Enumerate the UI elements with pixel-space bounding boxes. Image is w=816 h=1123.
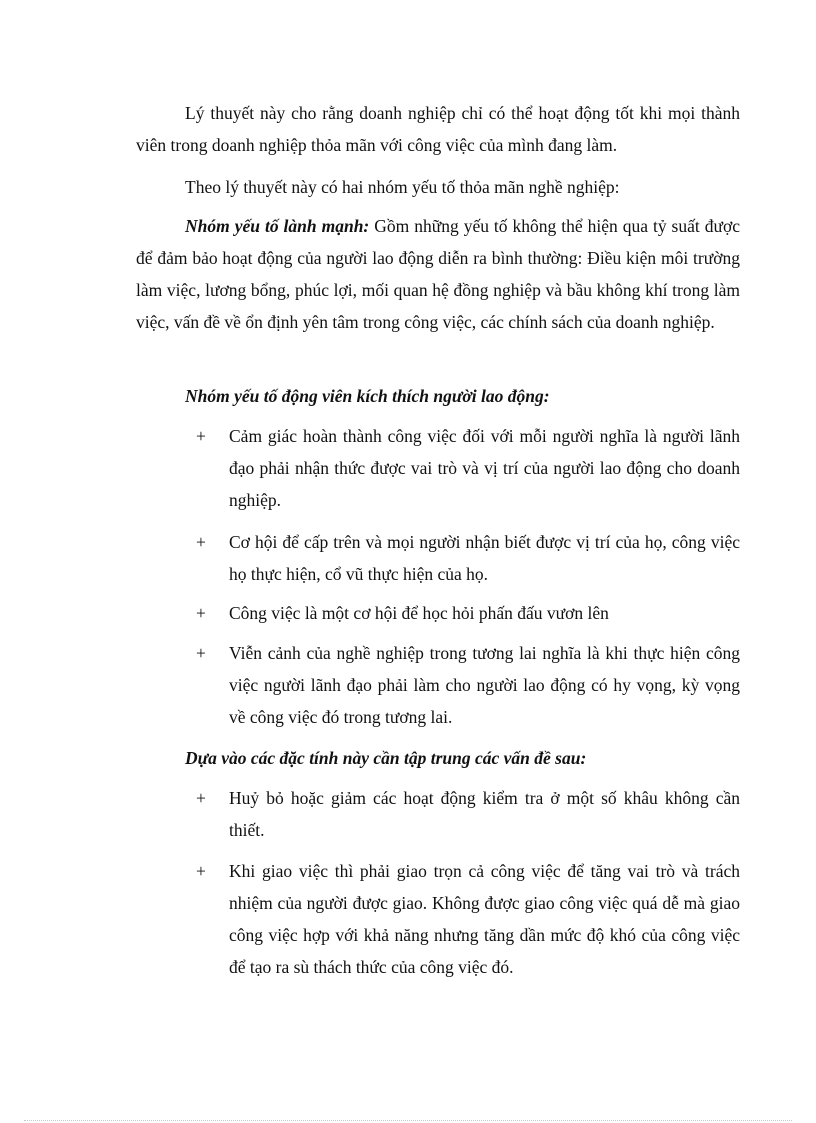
plus-bullet-icon: +	[196, 426, 206, 446]
factor-groups-paragraph: Theo lý thuyết này có hai nhóm yếu tố thỏa mãn nghề nghiệp:	[185, 177, 620, 197]
list-item-text: Khi giao việc thì phải giao trọn cả công việc để tăng vai trò và trách nhiệm của người được giao. Không được giao công việc quá dễ mà giao công việc hợp với khả năng nhưng tăng dần mức độ khó của công việc để tạo ra sù thách thức của công việc đó.	[229, 861, 740, 977]
plus-bullet-icon: +	[196, 603, 206, 623]
plus-bullet-icon: +	[196, 861, 206, 881]
list-item-text: Công việc là một cơ hội để học hỏi phấn đấu vươn lên	[229, 603, 609, 623]
plus-bullet-icon: +	[196, 788, 206, 808]
motivation-heading: Nhóm yếu tố động viên kích thích người lao động:	[185, 386, 550, 406]
healthy-factors-paragraph	[136, 210, 740, 338]
page-bottom-rule	[24, 1120, 792, 1121]
list-item-text: Huỷ bỏ hoặc giảm các hoạt động kiểm tra ở một số khâu không cần thiết.	[229, 788, 740, 840]
list-item-text: Cảm giác hoàn thành công việc đối với mỗi người nghĩa là người lãnh đạo phải nhận thức được vai trò và vị trí của người lao động cho doanh nghiệp.	[229, 426, 740, 510]
list-item-text: Cơ hội để cấp trên và mọi người nhận biết được vị trí của họ, công việc họ thực hiện, cổ vũ thực hiện của họ.	[229, 532, 740, 584]
list-item-text: Viễn cảnh của nghề nghiệp trong tương lai nghĩa là khi thực hiện công việc người lãnh đạo phải làm cho người lao động có hy vọng, kỳ vọng về công việc đó trong tương lai.	[229, 643, 740, 727]
healthy-factors-lead: Nhóm yếu tố lành mạnh:	[185, 216, 370, 236]
plus-bullet-icon: +	[196, 643, 206, 663]
focus-heading: Dựa vào các đặc tính này cần tập trung các vấn đề sau:	[185, 748, 587, 768]
healthy-factors-body: Gồm những yếu tố không thể hiện qua tỷ suất được để đảm bảo hoạt động của người lao động diễn ra bình thường: Điều kiện môi trường làm việc, lương bổng, phúc lợi, mối quan hệ đồng nghiệp và bầu không khí trong làm việc, vấn đề về ổn định yên tâm trong công việc, các chính sách của doanh nghiệp.	[136, 216, 740, 332]
plus-bullet-icon: +	[196, 532, 206, 552]
intro-paragraph: Lý thuyết này cho rằng doanh nghiệp chỉ có thể hoạt động tốt khi mọi thành viên trong doanh nghiệp thỏa mãn với công việc của mình đang làm.	[136, 103, 740, 155]
